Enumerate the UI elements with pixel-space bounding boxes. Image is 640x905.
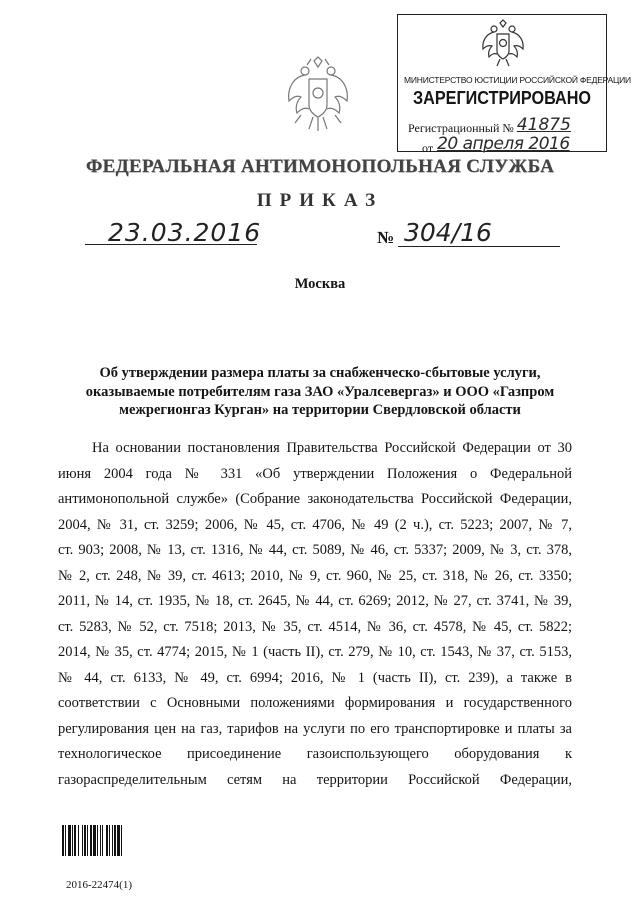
barcode-bar	[68, 825, 71, 856]
barcode-bar	[62, 825, 64, 856]
order-body	[58, 436, 572, 793]
body-line: ст. 903; 2008, № 13, ст. 1316, № 44, ст. 5089, № 46, ст. 5337; 2009, № 3, ст. 378,	[58, 542, 572, 558]
barcode-bar	[112, 825, 113, 856]
body-line: 2011, № 14, ст. 1935, № 18, ст. 2645, № 44, ст. 6269; 2012, № 27, ст. 3741, № 39,	[58, 593, 572, 609]
barcode-bar	[109, 825, 110, 856]
stamp-date-row	[422, 134, 570, 157]
stamp-coat-of-arms-icon	[480, 19, 526, 67]
body-line: № 2, ст. 248, № 39, ст. 4613; 2010, № 9, ст. 960, № 25, ст. 318, № 26, ст. 3350;	[58, 567, 572, 584]
stamp-date-prefix: от	[422, 141, 434, 155]
subject-line: межрегионгаз Курган» на территории Свердловской области	[119, 402, 521, 418]
body-line: регулирования цен на газ, тарифов на услуги по его транспортировке и платы за	[58, 720, 572, 737]
body-line: соответствии с Основными положениями формирования и государственного	[58, 695, 572, 711]
barcode-bar	[121, 825, 122, 856]
body-line: На основании постановления Правительства Российской Федерации от 30	[92, 440, 572, 456]
body-line: июня 2004 года № 331 «Об утверждении Положения о Федеральной	[58, 465, 572, 482]
barcode-bar	[102, 825, 103, 856]
registration-stamp	[397, 14, 631, 155]
barcode-bar	[117, 825, 120, 856]
body-line: технологическое присоединение газоиспользующего оборудования к	[58, 746, 572, 762]
barcode-bar	[78, 825, 79, 856]
stamp-ministry-name: МИНИСТЕРСТВО ЮСТИЦИИ РОССИЙСКОЙ ФЕДЕРАЦИИ	[404, 75, 631, 85]
order-number: 304/16	[404, 218, 492, 247]
barcode-bar	[114, 825, 116, 856]
body-line: 2004, № 31, ст. 3259; 2006, № 45, ст. 4706, № 49 (2 ч.), ст. 5223; 2007, № 7,	[58, 516, 572, 533]
document-code: 2016-22474(1)	[66, 879, 132, 891]
order-date: 23.03.2016	[108, 218, 262, 247]
barcode-bar	[106, 825, 108, 856]
order-subject	[60, 364, 580, 420]
stamp-reg-label: Регистрационный №	[408, 121, 514, 135]
stamp-registered-label: ЗАРЕГИСТРИРОВАНО	[412, 88, 592, 108]
order-number-underline	[398, 246, 560, 247]
stamp-reg-number: 41875	[516, 115, 571, 135]
stamp-date-value: 20 апреля 2016	[437, 134, 570, 154]
body-line: антимонопольной службе» (Собрание законодательства Российской Федерации,	[58, 491, 572, 507]
barcode-bar	[82, 825, 83, 856]
barcode-bar	[74, 825, 76, 856]
barcode-bar	[72, 825, 73, 856]
coat-of-arms-icon	[283, 55, 353, 135]
body-line: газораспределительным сетям на территории Российской Федерации,	[58, 771, 572, 788]
barcode-bar	[90, 825, 92, 856]
body-line: ст. 5283, № 52, ст. 7518; 2013, № 35, ст. 4514, № 36, ст. 4578, № 45, ст. 5822;	[58, 618, 572, 635]
agency-name: ФЕДЕРАЛЬНАЯ АНТИМОНОПОЛЬНАЯ СЛУЖБА	[85, 156, 555, 177]
subject-line: Об утверждении размера платы за снабженческо-сбытовые услуги,	[99, 365, 541, 381]
barcode-icon	[62, 825, 150, 856]
barcode-bar	[65, 825, 66, 856]
order-date-underline	[85, 244, 257, 245]
order-title: ПРИКАЗ	[256, 190, 384, 211]
subject-line: оказываемые потребителям газа ЗАО «Уралсевергаз» и ООО «Газпром	[85, 383, 555, 400]
barcode-bar	[97, 825, 98, 856]
barcode-bar	[84, 825, 86, 856]
barcode-bar	[93, 825, 96, 856]
order-number-sign: №	[377, 228, 395, 247]
body-line: 2014, № 35, ст. 4774; 2015, № 1 (часть II), ст. 279, № 10, ст. 1543, № 37, ст. 5153,	[58, 644, 572, 660]
city: Москва	[294, 276, 346, 292]
barcode-bar	[87, 825, 88, 856]
body-line: № 44, ст. 6133, № 49, ст. 6994; 2016, № 1 (часть II), ст. 239), а также в	[58, 669, 572, 686]
barcode-bar	[100, 825, 101, 856]
